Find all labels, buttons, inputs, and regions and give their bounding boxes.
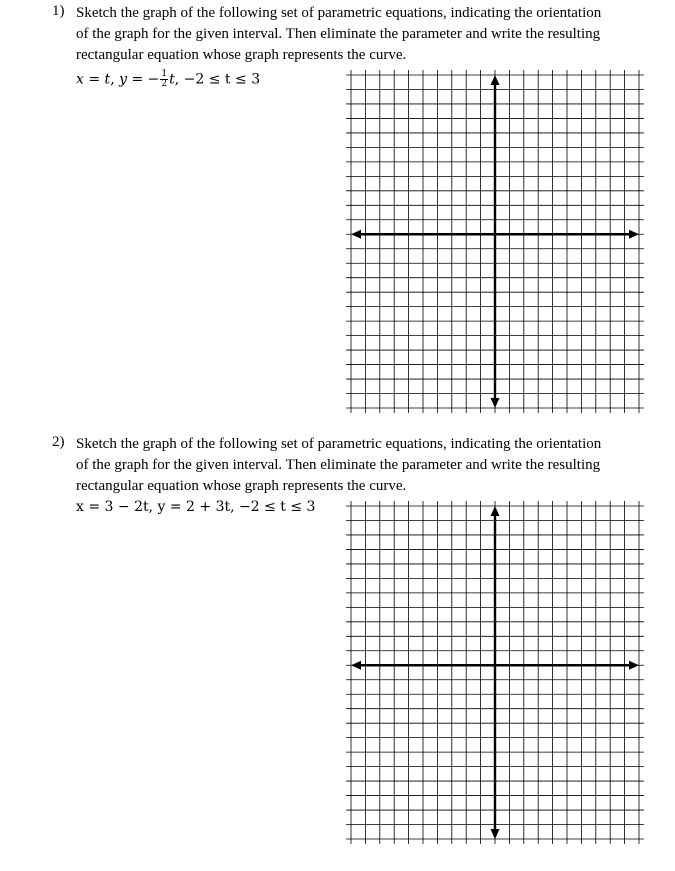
problem-2-prompt-line-1: Sketch the graph of the following set of parametric equations, indicating the orientation bbox=[76, 436, 602, 452]
eq1-eq2: = − bbox=[127, 71, 160, 88]
eq1-interval: , −2 ≤ t ≤ 3 bbox=[174, 71, 261, 88]
x-axis-left-arrow-icon bbox=[351, 661, 361, 670]
eq1-sep: , bbox=[110, 71, 120, 88]
x-axis-left-arrow-icon bbox=[351, 230, 361, 239]
eq1-frac-num: 1 bbox=[161, 69, 168, 79]
problem-1-equation bbox=[76, 70, 260, 89]
eq1-fraction bbox=[160, 70, 168, 89]
problem-1-prompt-line-1: Sketch the graph of the following set of parametric equations, indicating the orientation bbox=[76, 5, 602, 21]
problem-2-prompt bbox=[76, 434, 646, 497]
problem-2-prompt-line-3: rectangular equation whose graph represents the curve. bbox=[76, 478, 407, 494]
problem-2-equation: x = 3 − 2t, y = 2 + 3t, −2 ≤ t ≤ 3 bbox=[76, 499, 316, 515]
eq1-y-lhs: y bbox=[119, 71, 128, 88]
y-axis-down-arrow-icon bbox=[491, 398, 500, 408]
eq1-y-rhs: t bbox=[169, 71, 175, 88]
problem-1-coordinate-grid[interactable] bbox=[345, 69, 645, 414]
eq1-x-lhs: x bbox=[76, 71, 84, 88]
y-axis-down-arrow-icon bbox=[491, 829, 500, 839]
y-axis-up-arrow-icon bbox=[491, 75, 500, 85]
eq1-frac-den: 2 bbox=[161, 79, 168, 89]
y-axis-up-arrow-icon bbox=[491, 506, 500, 516]
problem-2-coordinate-grid[interactable] bbox=[345, 500, 645, 845]
problem-2-prompt-line-2: of the graph for the given interval. Then eliminate the parameter and write the resulting bbox=[76, 457, 601, 473]
x-axis-right-arrow-icon bbox=[629, 661, 639, 670]
problem-1-prompt bbox=[76, 3, 646, 66]
x-axis-right-arrow-icon bbox=[629, 230, 639, 239]
problem-1-number: 1) bbox=[52, 3, 65, 19]
eq1-x-rhs: t bbox=[104, 71, 111, 88]
problem-1-prompt-line-2: of the graph for the given interval. Then eliminate the parameter and write the resulting bbox=[76, 26, 601, 42]
problem-2-number: 2) bbox=[52, 434, 65, 450]
eq1-eq1: = bbox=[83, 71, 105, 88]
problem-1-prompt-line-3: rectangular equation whose graph represents the curve. bbox=[76, 47, 407, 63]
